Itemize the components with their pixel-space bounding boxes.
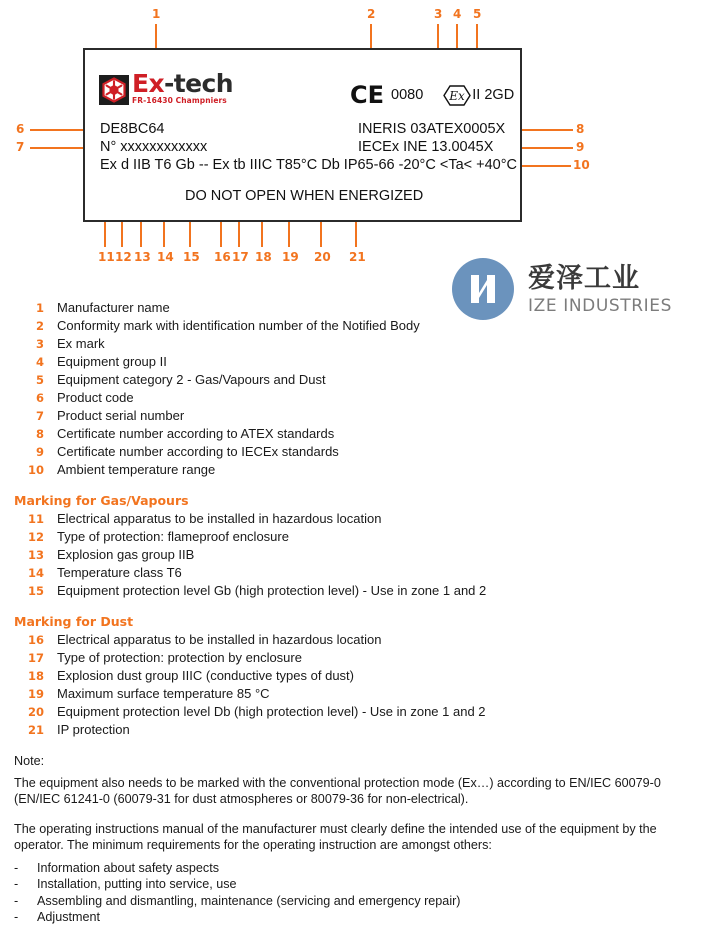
callout-number-16: 16	[214, 250, 231, 264]
callout-number-21: 21	[349, 250, 366, 264]
callout-number-18: 18	[255, 250, 272, 264]
logo-brand-suffix: -tech	[164, 69, 233, 98]
logo-brand-prefix: Ex	[132, 69, 165, 98]
legend-item	[0, 583, 703, 601]
legend-item-number: 9	[35, 445, 44, 459]
iecex-certificate-text: IECEx INE 13.0045X	[358, 139, 494, 155]
legend-item-number: 10	[27, 463, 44, 477]
legend-item-number: 2	[35, 319, 44, 333]
legend-item-number: 21	[27, 723, 44, 737]
manufacturer-logo	[99, 69, 233, 105]
legend-item	[0, 704, 703, 722]
note-spacer	[14, 808, 690, 821]
legend-item	[0, 426, 703, 444]
callout-number-7: 7	[16, 140, 25, 154]
legend-item-number: 6	[35, 391, 44, 405]
legend-item-number: 20	[27, 705, 44, 719]
callout-number-4: 4	[453, 7, 462, 21]
note-bullet-marker: -	[14, 893, 19, 908]
legend-item-number: 7	[35, 409, 44, 423]
legend-item-label: Electrical apparatus to be installed in hazardous location	[57, 511, 382, 526]
ize-industries-watermark	[452, 258, 672, 320]
callout-line-6	[30, 129, 86, 131]
legend-item	[0, 372, 703, 390]
legend-item-label: Ambient temperature range	[57, 462, 216, 477]
note-bullet-marker: -	[14, 910, 19, 924]
callout-number-3: 3	[434, 7, 443, 21]
callout-number-20: 20	[314, 250, 331, 264]
legend-dust-group	[0, 632, 703, 740]
legend-item	[0, 408, 703, 426]
callout-number-8: 8	[576, 122, 585, 136]
ex-tech-hex-icon	[99, 75, 129, 105]
ce-mark-icon: CE	[350, 81, 385, 109]
callout-number-12: 12	[115, 250, 132, 264]
legend-item-number: 15	[27, 584, 44, 598]
legend-item-label: Ex mark	[57, 336, 105, 351]
legend-item-number: 14	[27, 566, 44, 580]
legend-item	[0, 462, 703, 480]
note-bullet-marker: -	[14, 860, 19, 875]
ex-marking-text: Ex d IIB T6 Gb -- Ex tb IIIC T85°C Db IP65-66 -20°C <Ta< +40°C	[100, 157, 518, 173]
legend-item-label: Maximum surface temperature 85 °C	[57, 686, 270, 701]
product-code-text: DE8BC64	[100, 121, 165, 137]
note-list-item	[14, 893, 690, 910]
note-paragraph2-line2: operator. The minimum requirements for the operating instruction are amongst others:	[14, 838, 492, 852]
legend-item	[0, 529, 703, 547]
legend-heading-dust: Marking for Dust	[14, 614, 134, 629]
legend-main-group	[0, 300, 703, 480]
legend-item	[0, 565, 703, 583]
callout-number-10: 10	[573, 158, 590, 172]
note-list-item-label: Installation, putting into service, use	[37, 877, 237, 891]
legend-item-number: 18	[27, 669, 44, 683]
legend-item-number: 3	[35, 337, 44, 351]
logo-brand-subtitle: FR-16430 Champniers	[132, 96, 227, 105]
legend-item-label: Certificate number according to IECEx standards	[57, 444, 339, 459]
legend-item-number: 11	[27, 512, 44, 526]
callout-line-7	[30, 147, 86, 149]
watermark-cn-name: 爱泽工业	[528, 262, 640, 294]
legend-item-label: Equipment group II	[57, 354, 167, 369]
legend-item-label: Equipment category 2 - Gas/Vapours and Dust	[57, 372, 326, 387]
notified-body-number: 0080	[391, 87, 424, 103]
note-title: Note:	[14, 754, 45, 768]
atex-certificate-text: INERIS 03ATEX0005X	[358, 121, 506, 137]
legend-item-number: 8	[35, 427, 44, 441]
legend-item-label: Type of protection: flameproof enclosure	[57, 529, 289, 544]
legend-item-label: Equipment protection level Db (high protection level) - Use in zone 1 and 2	[57, 704, 486, 719]
ex-hexagon-icon	[443, 85, 471, 106]
callout-number-19: 19	[282, 250, 299, 264]
legend-item	[0, 547, 703, 565]
legend-item-number: 16	[27, 633, 44, 647]
note-paragraph1-line2: (EN/IEC 61241-0 (60079-31 for dust atmospheres or 80079-36 for non-electrical).	[14, 792, 469, 806]
callout-number-9: 9	[576, 140, 585, 154]
callout-number-1: 1	[152, 7, 161, 21]
note-list-item-label: Assembling and dismantling, maintenance (servicing and emergency repair)	[37, 893, 461, 908]
legend-list	[0, 300, 703, 740]
legend-item-label: Conformity mark with identification number of the Notified Body	[57, 318, 420, 333]
legend-item-label: Explosion dust group IIIC (conductive types of dust)	[57, 668, 354, 683]
note-paragraph2-line1: The operating instructions manual of the manufacturer must clearly define the intended use of the equipment by the	[14, 821, 657, 836]
legend-gas-group	[0, 511, 703, 601]
legend-item	[0, 318, 703, 336]
watermark-en-name: IZE INDUSTRIES	[528, 295, 673, 316]
legend-item-number: 5	[35, 373, 44, 387]
note-paragraph1-line1: The equipment also needs to be marked with the conventional protection mode (Ex…) according to EN/IEC 60079-0	[14, 775, 661, 790]
equipment-category-text: II 2GD	[472, 87, 515, 103]
legend-item-label: Explosion gas group IIB	[57, 547, 195, 562]
callout-number-2: 2	[367, 7, 376, 21]
legend-item	[0, 632, 703, 650]
note-list-item-label: Information about safety aspects	[37, 860, 220, 875]
legend-item-number: 12	[27, 530, 44, 544]
legend-item	[0, 444, 703, 462]
legend-item-label: Equipment protection level Gb (high protection level) - Use in zone 1 and 2	[57, 583, 487, 598]
note-list-item-label: Adjustment	[37, 910, 100, 924]
note-list-item	[14, 876, 690, 893]
conformity-marks-group	[350, 83, 514, 107]
callout-number-11: 11	[98, 250, 115, 264]
legend-item-label: Certificate number according to ATEX standards	[57, 426, 335, 441]
note-list-item	[14, 909, 690, 926]
legend-item-label: Temperature class T6	[57, 565, 182, 580]
legend-item-label: Product code	[57, 390, 134, 405]
note-section	[14, 753, 690, 926]
legend-item-label: Type of protection: protection by enclosure	[57, 650, 302, 665]
legend-item-number: 19	[27, 687, 44, 701]
legend-item	[0, 336, 703, 354]
legend-heading-gas: Marking for Gas/Vapours	[14, 493, 189, 508]
callout-number-17: 17	[232, 250, 249, 264]
callout-number-5: 5	[473, 7, 482, 21]
legend-item	[0, 668, 703, 686]
legend-spacer	[0, 480, 703, 491]
callout-number-14: 14	[157, 250, 174, 264]
legend-item-number: 17	[27, 651, 44, 665]
legend-item	[0, 511, 703, 529]
serial-number-text: N° xxxxxxxxxxxx	[100, 139, 208, 155]
note-bullet-marker: -	[14, 877, 19, 891]
legend-item	[0, 722, 703, 740]
svg-text:Ex: Ex	[449, 88, 466, 103]
legend-item	[0, 390, 703, 408]
legend-item	[0, 650, 703, 668]
ize-industries-logo-icon	[452, 258, 514, 320]
equipment-nameplate	[83, 48, 522, 222]
legend-item	[0, 686, 703, 704]
legend-item-label: Electrical apparatus to be installed in hazardous location	[57, 632, 382, 647]
legend-item-label: IP protection	[57, 722, 130, 737]
callout-number-6: 6	[16, 122, 25, 136]
callout-number-13: 13	[134, 250, 151, 264]
legend-item-number: 1	[35, 301, 44, 315]
warning-text: DO NOT OPEN WHEN ENERGIZED	[185, 188, 424, 204]
legend-spacer	[0, 601, 703, 612]
legend-item-label: Product serial number	[57, 408, 185, 423]
legend-item-number: 4	[35, 355, 44, 369]
callout-number-15: 15	[183, 250, 200, 264]
note-list-item	[14, 860, 690, 877]
logo-brand-text	[132, 69, 233, 98]
legend-item-number: 13	[27, 548, 44, 562]
legend-item	[0, 354, 703, 372]
legend-item-label: Manufacturer name	[57, 300, 170, 315]
